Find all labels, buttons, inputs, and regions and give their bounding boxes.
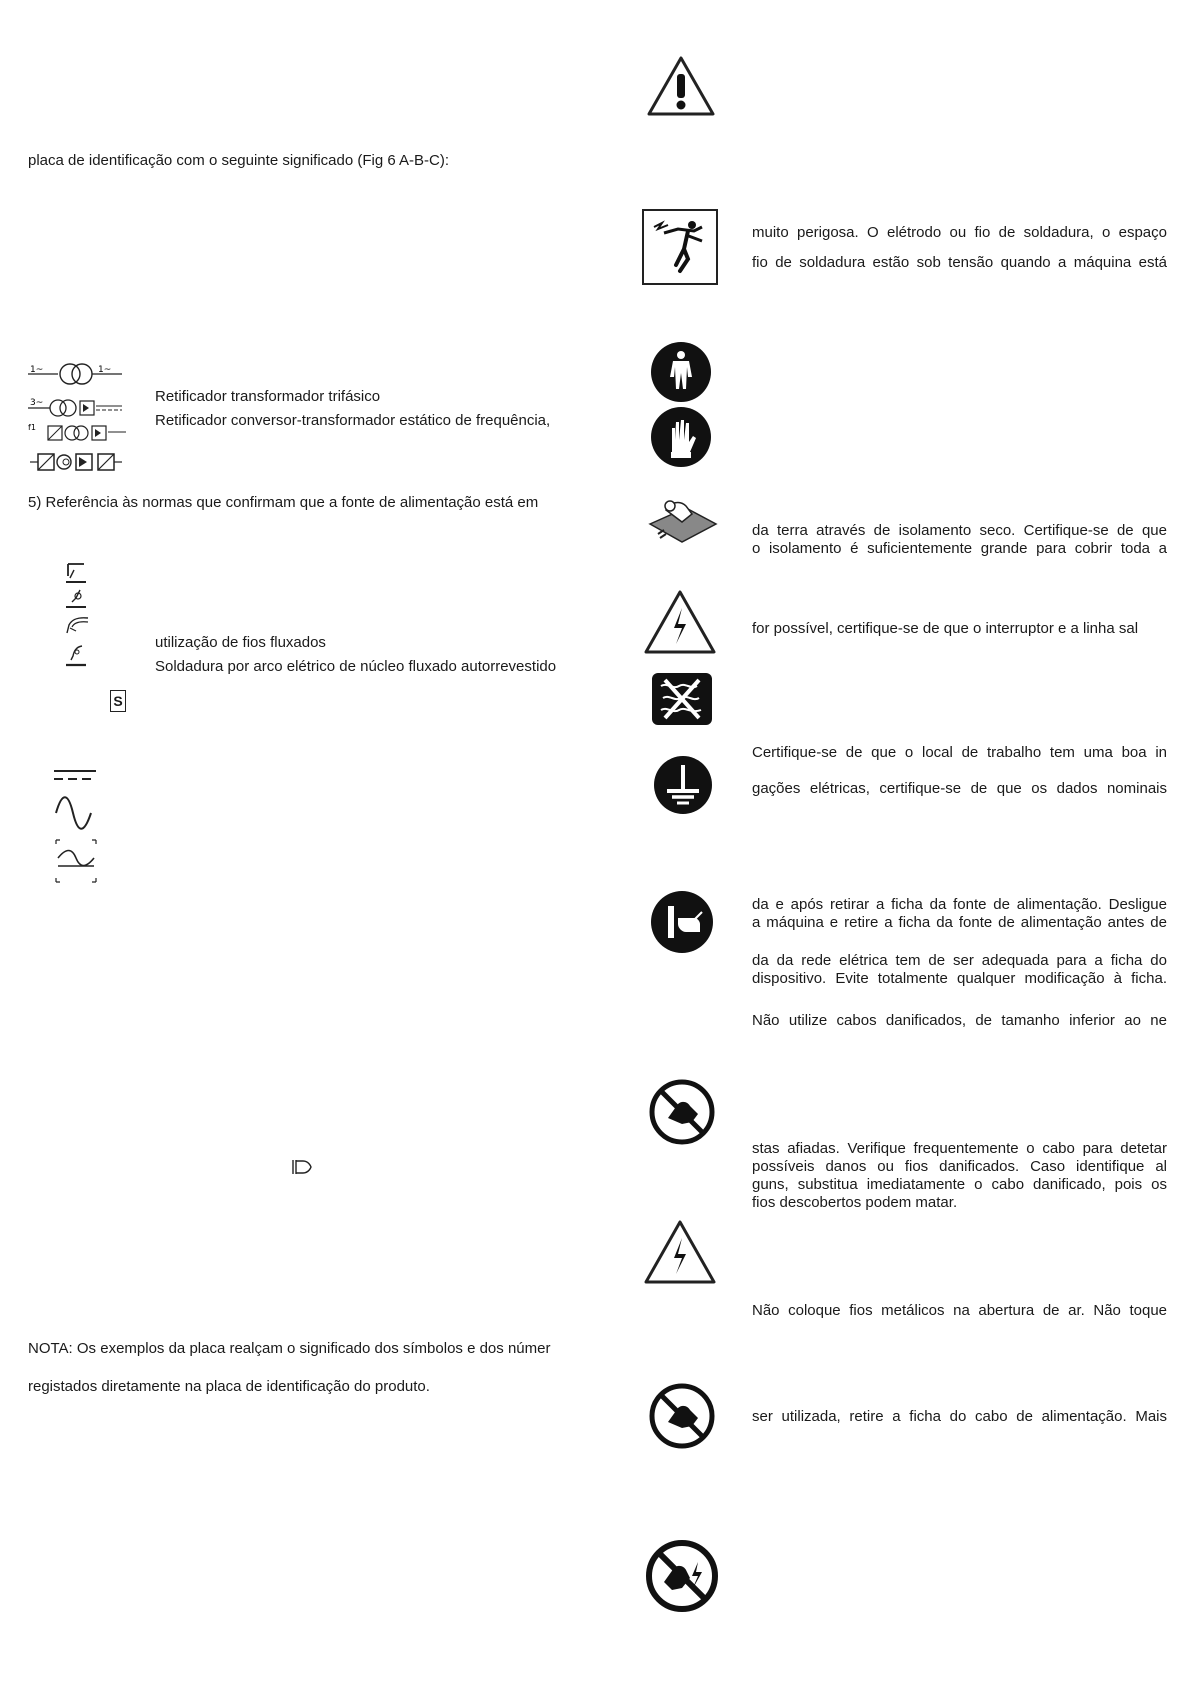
- insulation-line-1: da terra através de isolamento seco. Certifique-se de que: [752, 522, 1167, 539]
- socket-line-2: dispositivo. Evite totalmente qualquer modificação à ficha.: [752, 970, 1167, 987]
- no-touch-icon: [648, 1078, 716, 1146]
- rectifier-converter-text: Retificador conversor-transformador estático de frequência,: [155, 412, 551, 429]
- self-shielded-text: Soldadura por arco elétrico de núcleo fluxado autorrevestido: [155, 658, 557, 675]
- tig-welding-icon: [66, 588, 88, 610]
- intro-text: placa de identificação com o seguinte significado (Fig 6 A-B-C):: [28, 152, 450, 169]
- inverter-chain-icon: [30, 450, 130, 474]
- unplug-text: ser utilizada, retire a ficha do cabo de alimentação. Mais: [752, 1408, 1167, 1425]
- s-symbol-box: S: [110, 690, 126, 712]
- flux-core-icon: [66, 644, 88, 668]
- high-voltage-icon: [642, 588, 718, 656]
- cable-check-line-4: fios descobertos podem matar.: [752, 1194, 958, 1211]
- high-voltage-icon-2: [642, 1218, 718, 1286]
- plug-line-2: a máquina e retire a ficha da fonte de alimentação antes de: [752, 914, 1167, 931]
- three-phase-label: 3~: [30, 398, 44, 408]
- dc-current-icon: [54, 768, 98, 782]
- switch-text: for possível, certifique-se de que o interruptor e a linha sal: [752, 620, 1139, 637]
- insulation-line-2: o isolamento é suficientemente grande para cobrir toda a: [752, 540, 1167, 557]
- electric-shock-line-1: muito perigosa. O elétrodo ou fio de soldadura, o espaço: [752, 224, 1167, 241]
- protective-clothing-icon: [650, 341, 712, 403]
- mma-welding-icon: [66, 562, 88, 584]
- cable-check-line-3: guns, substitua imediatamente o cabo danificado, pois os: [752, 1176, 1167, 1193]
- workplace-line-1: Certifique-se de que o local de trabalho tem uma boa in: [752, 744, 1167, 761]
- cables-text: Não utilize cabos danificados, de tamanho inferior ao ne: [752, 1012, 1167, 1029]
- socket-line-1: da da rede elétrica tem de ser adequada para a ficha do: [752, 952, 1167, 969]
- f1-label: f1: [28, 423, 36, 432]
- insulation-mat-icon: [646, 494, 718, 544]
- vent-text: Não coloque fios metálicos na abertura de ar. Não toque: [752, 1302, 1167, 1319]
- transformer-in-label: 1~: [30, 365, 44, 375]
- plug-symbol-icon: [291, 1158, 313, 1176]
- protective-gloves-icon: [650, 406, 712, 468]
- mig-torch-icon: [64, 615, 90, 637]
- ac-current-icon: [54, 796, 94, 830]
- note-line-2: registados diretamente na placa de identificação do produto.: [28, 1378, 430, 1395]
- flux-wire-text: utilização de fios fluxados: [155, 634, 326, 651]
- single-phase-transformer-icon: [28, 362, 128, 386]
- cable-check-line-1: stas afiadas. Verifique frequentemente o cabo para detetar: [752, 1140, 1167, 1157]
- transformer-out-label: 1~: [98, 365, 112, 375]
- ground-earth-icon: [653, 755, 713, 815]
- rectifier-3ph-text: Retificador transformador trifásico: [155, 388, 381, 405]
- note-line-1: NOTA: Os exemplos da placa realçam o significado dos símbolos e dos númer: [28, 1340, 551, 1357]
- workplace-line-2: gações elétricas, certifique-se de que os dados nominais: [752, 780, 1167, 797]
- electric-shock-icon: [642, 209, 718, 285]
- plug-line-1: da e após retirar a ficha da fonte de alimentação. Desligue: [752, 896, 1167, 913]
- ac-dc-current-icon: [54, 838, 98, 884]
- electric-shock-line-2: fio de soldadura estão sob tensão quando a máquina está: [752, 254, 1167, 271]
- no-water-icon: [651, 672, 713, 726]
- disconnect-plug-icon: [650, 890, 714, 954]
- cable-check-line-2: possíveis danos ou fios danificados. Caso identifique al: [752, 1158, 1167, 1175]
- frequency-converter-icon: [28, 422, 128, 446]
- three-phase-rectifier-icon: [28, 396, 128, 420]
- standards-text: 5) Referência às normas que confirmam que a fonte de alimentação está em: [28, 494, 539, 511]
- no-touch-electric-icon: [646, 1540, 718, 1612]
- no-touch-icon-2: [648, 1382, 716, 1450]
- warning-exclamation-icon: [645, 54, 717, 118]
